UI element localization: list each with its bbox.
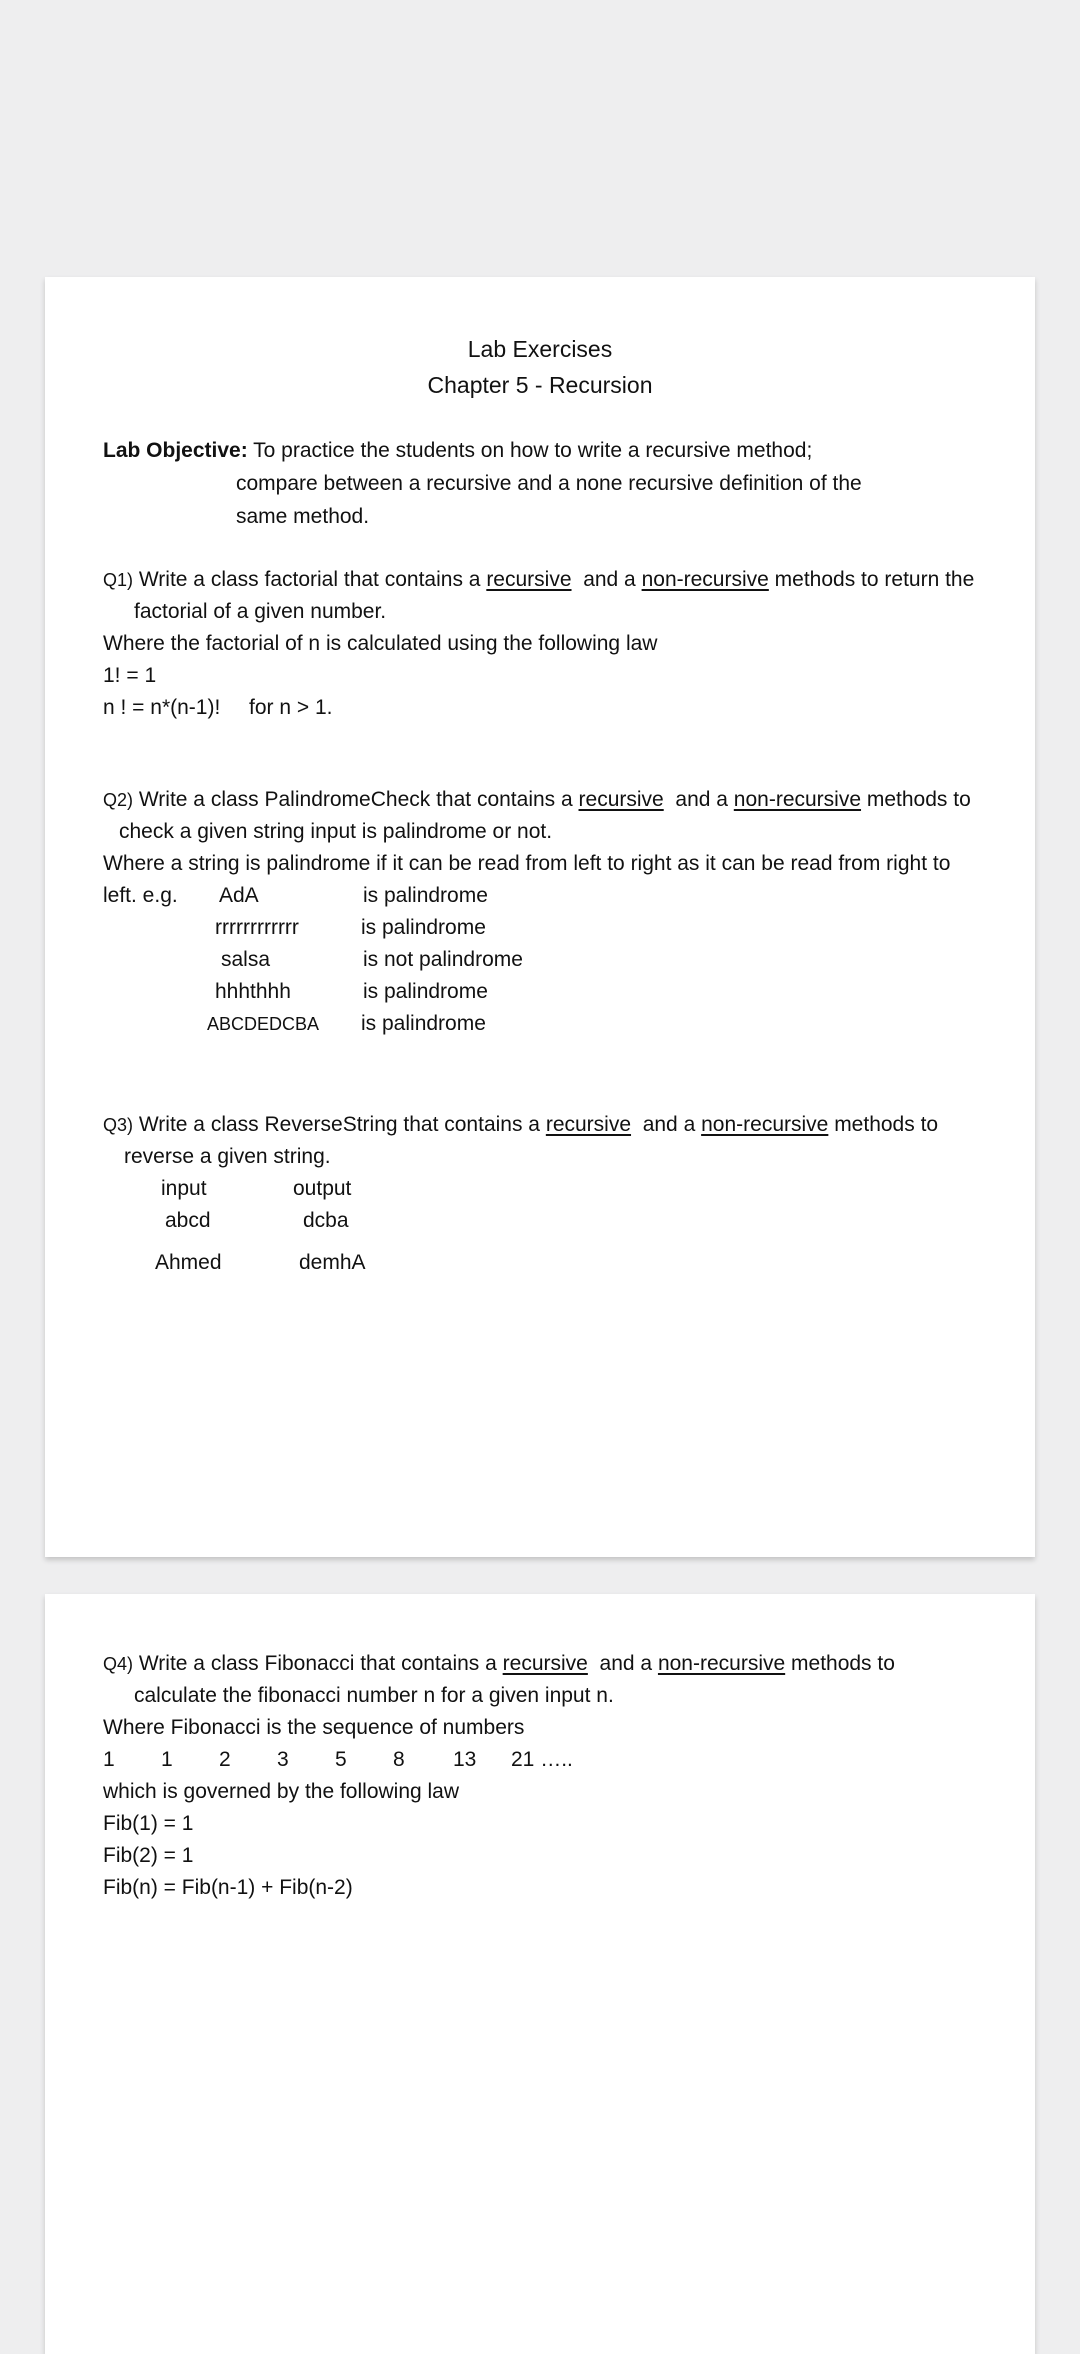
q3-pre: Write a class ReverseString that contains a [138, 1113, 540, 1136]
q4-law-1: Fib(1) = 1 [103, 1812, 194, 1835]
q4-line-3: Where Fibonacci is the sequence of numbers [103, 1716, 525, 1739]
fib-seq-4: 3 [277, 1748, 289, 1771]
q4-law-3: Fib(n) = Fib(n-1) + Fib(n-2) [103, 1876, 353, 1899]
objective-text-3: same method. [236, 505, 370, 528]
q2-example-word-3: salsa [221, 948, 271, 971]
q4-nonrecursive: non-recursive [657, 1652, 786, 1675]
q1-pre: Write a class factorial that contains a [138, 568, 481, 591]
q3-post: methods to [834, 1113, 939, 1136]
document-page-2 [45, 1594, 1035, 2354]
q1-number: Q1) [103, 570, 134, 590]
page-title: Lab Exercises [467, 336, 613, 362]
q1-law-2b: for n > 1. [249, 696, 333, 719]
q2-example-word-4: hhhthhh [215, 980, 291, 1003]
q2-example-result-1: is palindrome [363, 884, 488, 907]
q1-line-1 [103, 566, 974, 594]
q3-recursive: recursive [545, 1113, 632, 1136]
q3-row-2-output: demhA [299, 1251, 366, 1274]
q1-line-2: factorial of a given number. [134, 600, 387, 623]
q2-and: and a [675, 788, 728, 811]
q2-line-4: left. e.g. [103, 884, 178, 907]
fib-seq-8: 21 ….. [511, 1748, 573, 1771]
q3-row-1-output: dcba [303, 1209, 349, 1232]
page-subtitle: Chapter 5 - Recursion [427, 372, 653, 398]
q3-line-1 [103, 1111, 938, 1139]
q1-post: methods to return the [774, 568, 975, 591]
document-page-1 [45, 277, 1035, 1557]
q1-line-3: Where the factorial of n is calculated using the following law [103, 632, 658, 655]
q2-example-result-3: is not palindrome [363, 948, 523, 971]
q4-post: methods to [791, 1652, 895, 1675]
fib-seq-7: 13 [453, 1748, 477, 1771]
fib-seq-6: 8 [393, 1748, 405, 1771]
q4-line-2: calculate the fibonacci number n for a given input n. [134, 1684, 614, 1707]
q2-line-3: Where a string is palindrome if it can be read from left to right as it can be read from right to [103, 852, 951, 875]
q1-law-2a: n ! = n*(n-1)! [103, 696, 221, 719]
q2-nonrecursive: non-recursive [733, 788, 862, 811]
q2-example-result-4: is palindrome [363, 980, 488, 1003]
objective-line-1 [103, 437, 812, 465]
q2-post: methods to [866, 788, 971, 811]
q2-number: Q2) [103, 790, 134, 810]
q2-recursive: recursive [578, 788, 664, 811]
objective-text-1: To practice the students on how to write a recursive method; [253, 439, 813, 462]
q3-nonrecursive: non-recursive [701, 1113, 829, 1136]
objective-label: Lab Objective: [103, 439, 248, 462]
q4-pre: Write a class Fibonacci that contains a [138, 1652, 497, 1675]
q2-example-result-5: is palindrome [361, 1012, 486, 1035]
q2-pre: Write a class PalindromeCheck that contains a [138, 788, 573, 811]
q2-example-word-5: ABCDEDCBA [207, 1014, 320, 1034]
q2-example-word-1: AdA [219, 884, 259, 907]
q2-line-2: check a given string input is palindrome or not. [119, 820, 553, 843]
q4-law-2: Fib(2) = 1 [103, 1844, 194, 1867]
q3-line-2: reverse a given string. [124, 1145, 331, 1168]
objective-text-2: compare between a recursive and a none recursive definition of the [236, 472, 862, 495]
q4-recursive: recursive [502, 1652, 588, 1675]
q2-line-1 [103, 786, 971, 814]
q1-nonrecursive: non-recursive [641, 568, 769, 591]
q1-and: and a [583, 568, 636, 591]
fib-seq-3: 2 [219, 1748, 231, 1771]
q2-example-result-2: is palindrome [361, 916, 486, 939]
fib-seq-2: 1 [161, 1748, 173, 1771]
q4-line-5: which is governed by the following law [103, 1780, 460, 1803]
q3-row-2-input: Ahmed [155, 1251, 222, 1274]
q4-and: and a [599, 1652, 653, 1675]
q3-col-output: output [293, 1177, 352, 1200]
fib-seq-5: 5 [335, 1748, 347, 1771]
q3-and: and a [642, 1113, 696, 1136]
q3-number: Q3) [103, 1115, 134, 1135]
q2-example-word-2: rrrrrrrrrrrr [215, 916, 299, 939]
q4-number: Q4) [103, 1654, 134, 1674]
q1-recursive: recursive [486, 568, 572, 591]
fib-seq-1: 1 [103, 1748, 115, 1771]
q3-col-input: input [161, 1177, 207, 1200]
q4-line-1 [103, 1650, 895, 1678]
q3-row-1-input: abcd [165, 1209, 211, 1232]
q1-law-1: 1! = 1 [103, 664, 157, 687]
